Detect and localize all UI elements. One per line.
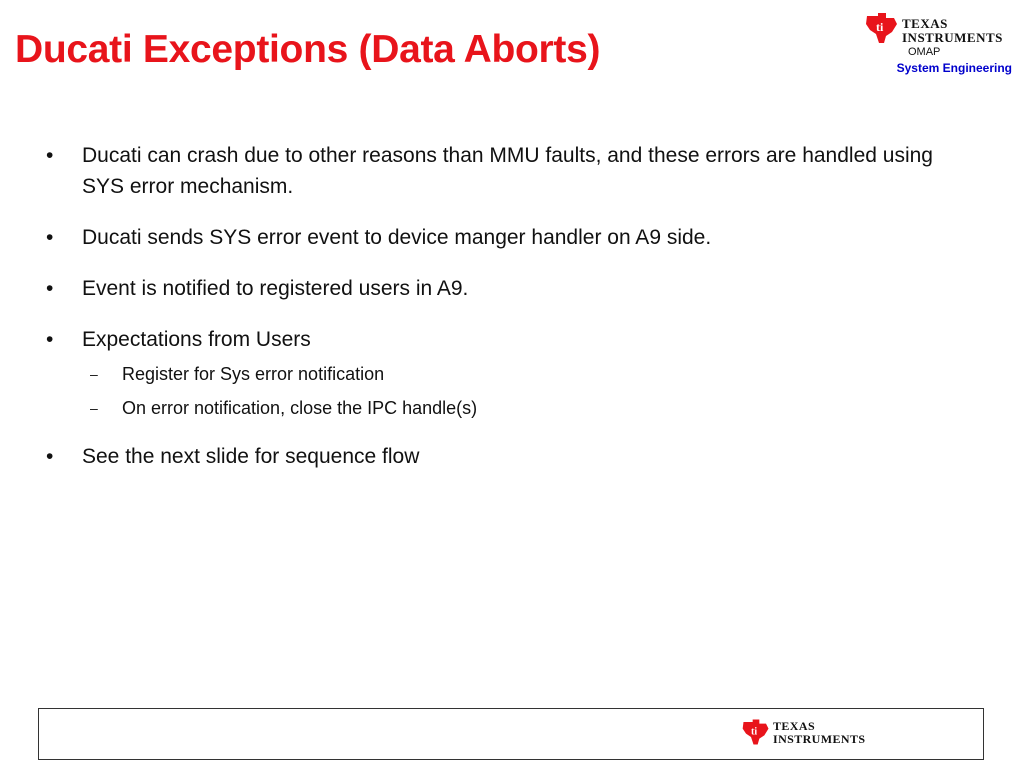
slide-body	[40, 140, 980, 492]
sub-bullet-marker: –	[90, 400, 98, 416]
ti-logo-icon	[741, 717, 771, 747]
bullet-text: See the next slide for sequence flow	[82, 445, 420, 468]
footer-brand-line1: TEXAS	[773, 719, 816, 733]
sub-bullet-marker: –	[90, 366, 98, 382]
bullet-marker: •	[46, 328, 54, 351]
logo-brand-line2: INSTRUMENTS	[902, 30, 1003, 45]
bullet-item	[40, 222, 980, 253]
bullet-item	[40, 273, 980, 304]
slide-title: Ducati Exceptions (Data Aborts)	[15, 28, 601, 71]
sub-bullet-item	[40, 393, 980, 423]
bullet-item	[40, 441, 980, 472]
sub-bullet-item	[40, 359, 980, 389]
sub-bullet-text: Register for Sys error notification	[122, 364, 385, 384]
svg-text:ti: ti	[751, 726, 758, 738]
bullet-marker: •	[46, 226, 54, 249]
bullet-text: Ducati can crash due to other reasons than MMU faults, and these errors are handled using SYS error mechanism.	[82, 144, 933, 198]
footer-logo	[741, 717, 881, 753]
footer-bar	[38, 708, 984, 760]
bullet-marker: •	[46, 144, 54, 167]
footer-brand-line2: INSTRUMENTS	[773, 732, 866, 746]
logo-brand-line1: TEXAS	[902, 16, 948, 31]
department-label: System Engineering	[896, 61, 1012, 75]
sub-bullet-text: On error notification, close the IPC handle(s)	[122, 398, 478, 418]
bullet-marker: •	[46, 277, 54, 300]
bullet-marker: •	[46, 445, 54, 468]
header-logo	[864, 12, 1014, 82]
bullet-item	[40, 324, 980, 355]
ti-logo-icon	[864, 12, 900, 44]
svg-text:ti: ti	[876, 20, 884, 34]
bullet-item	[40, 140, 980, 202]
bullet-text: Ducati sends SYS error event to device manger handler on A9 side.	[82, 226, 712, 249]
logo-product-label: OMAP	[908, 46, 941, 58]
bullet-text: Expectations from Users	[82, 328, 311, 351]
bullet-text: Event is notified to registered users in A9.	[82, 277, 469, 300]
